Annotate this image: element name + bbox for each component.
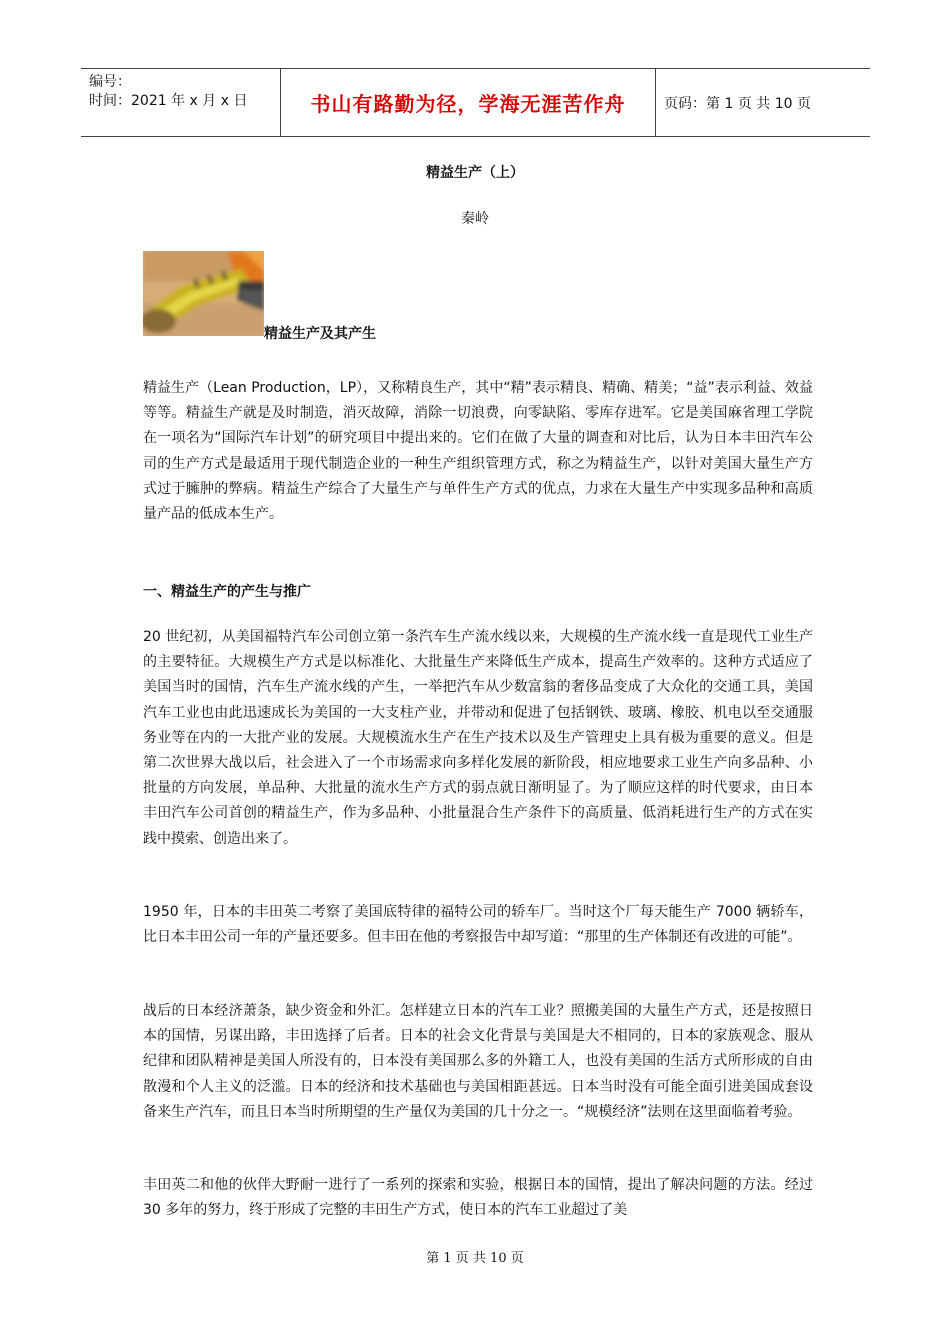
page-footer: 第 1 页 共 10 页 bbox=[426, 1251, 524, 1266]
image-caption-heading: 精益生产及其产生 bbox=[264, 326, 376, 342]
header-motto: 书山有路勤为径，学海无涯苦作舟 bbox=[310, 92, 626, 116]
paragraph-intro: 精益生产（Lean Production，LP），又称精良生产，其中“精”表示精良、精确、精美；“益”表示利益、效益等等。精益生产就是及时制造，消灭故障，消除一切浪费，向零缺陷、零库存进军。它是美国麻省理工学院在一项名为“国际汽车计划”的研究项目中提出来的。它们在做了大量的调查和对比后，认为日本丰田汽车公司的生产方式是最适用于现代制造企业的一种生产组织管理方式，称之为精益生产，以针对美国大量生产方式过于臃肿的弊病。精益生产综合了大量生产与单件生产方式的优点，力求在大量生产中实现多品种和高质量产品的低成本生产。 bbox=[143, 380, 813, 523]
paragraph-5: 丰田英二和他的伙伴大野耐一进行了一系列的探索和实验，根据日本的国情，提出了解决问题的方法。经过 30 多年的努力，终于形成了完整的丰田生产方式，使日本的汽车工业超过了美 bbox=[143, 1177, 813, 1219]
document-date: 时间：2021 年 x 月 x 日 bbox=[89, 93, 248, 109]
document-number-label: 编号： bbox=[89, 74, 131, 90]
header-page-cell bbox=[656, 69, 870, 136]
paragraph-2: 20 世纪初，从美国福特汽车公司创立第一条汽车生产流水线以来，大规模的生产流水线一直是现代工业生产的主要特征。大规模生产方式是以标准化、大批量生产来降低生产成本，提高生产效率的。这种方式适应了美国当时的国情，汽车生产流水线的产生，一举把汽车从少数富翁的奢侈品变成了大众化的交通工具，美国汽车工业也由此迅速成长为美国的一大支柱产业，并带动和促进了包括钢铁、玻璃、橡胶、机电以至交通服务业等在内的一大批产业的发展。大规模流水生产在生产技术以及生产管理史上具有极为重要的意义。但是第二次世界大战以后，社会进入了一个市场需求向多样化发展的新阶段，相应地要求工业生产向多品种、小批量的方向发展，单品种、大批量的流水生产方式的弱点就日渐明显了。为了顺应这样的时代要求，由日本丰田汽车公司首创的精益生产，作为多品种、小批量混合生产条件下的高质量、低消耗进行生产的方式在实践中摸索、创造出来了。 bbox=[143, 629, 813, 847]
document-title: 精益生产（上） bbox=[426, 165, 524, 181]
paragraph-4: 战后的日本经济萧条，缺少资金和外汇。怎样建立日本的汽车工业？照搬美国的大量生产方式，还是按照日本的国情，另谋出路，丰田选择了后者。日本的社会文化背景与美国是大不相同的，日本的家族观念、服从纪律和团队精神是美国人所没有的，日本没有美国那么多的外籍工人，也没有美国的生活方式所形成的自由散漫和个人主义的泛滥。日本的经济和技术基础也与美国相距甚远。日本当时没有可能全面引进美国成套设备来生产汽车，而且日本当时所期望的生产量仅为美国的几十分之一。“规模经济”法则在这里面临着考验。 bbox=[143, 1003, 813, 1120]
header-table bbox=[81, 68, 870, 137]
tape-measure-photo bbox=[143, 251, 264, 336]
section-heading-1: 一、精益生产的产生与推广 bbox=[143, 584, 311, 600]
header-page-info: 页码：第 1 页 共 10 页 bbox=[664, 95, 811, 112]
tape-measure-image bbox=[143, 251, 264, 336]
header-meta-cell bbox=[81, 69, 281, 136]
document-author: 秦岭 bbox=[461, 211, 489, 227]
paragraph-3: 1950 年，日本的丰田英二考察了美国底特律的福特公司的轿车厂。当时这个厂每天能生产 7000 辆轿车，比日本丰田公司一年的产量还要多。但丰田在他的考察报告中却写道：“那里的生产体制还有改进的可能”。 bbox=[143, 904, 813, 946]
header-motto-cell bbox=[281, 69, 656, 136]
